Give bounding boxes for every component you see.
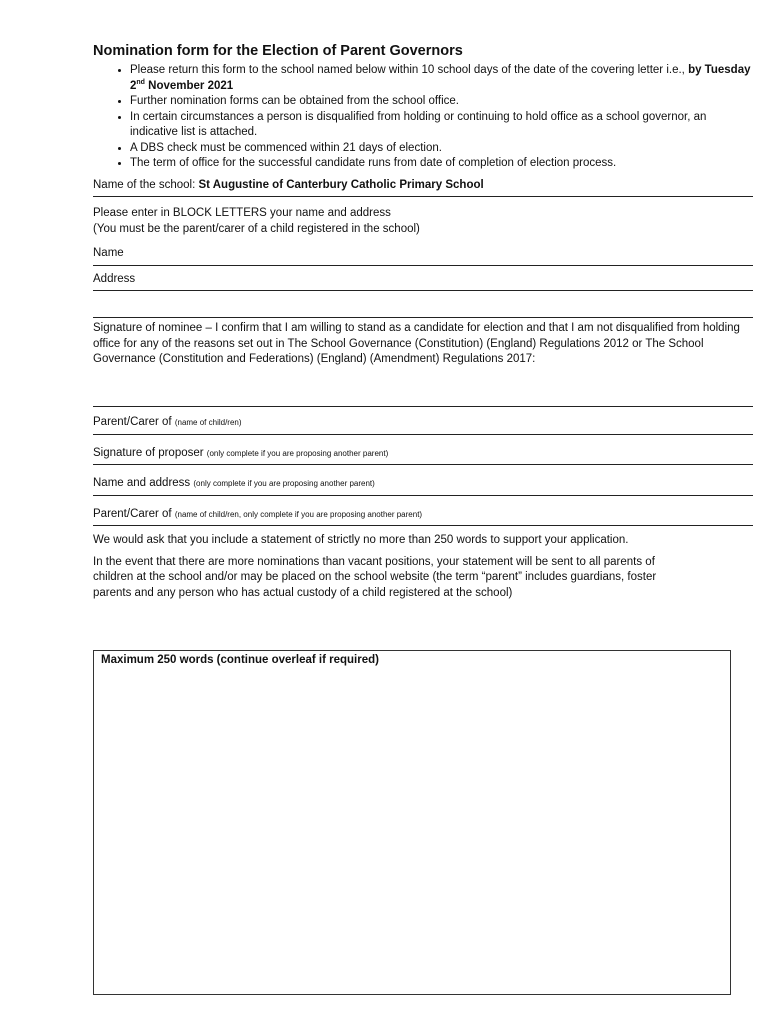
parent-carer-note: (name of child/ren) — [174, 418, 242, 427]
instructions-list — [93, 63, 753, 172]
name-address-field[interactable] — [93, 476, 753, 496]
bullet-text: Please return this form to the school named below within 10 school days of the date of the covering letter i.e., — [130, 64, 689, 76]
address-field[interactable] — [93, 272, 753, 292]
list-item: • In certain circumstances a person is disqualified from holding or continuing to hold office as a school governor, an indicative list is attached. — [130, 110, 753, 141]
list-item: • A DBS check must be commenced within 21 days of election. — [130, 141, 753, 157]
statement-paragraph: In the event that there are more nominations than vacant positions, your statement will be sent to all parents of children at the school and/or may be placed on the school website (the term “parent” includes guardians, foster parents and any person who has actual custody of a child registered at the school) — [93, 555, 657, 599]
statement-paragraph: We would ask that you include a statement of strictly no more than 250 words to support your application. — [93, 534, 629, 546]
nomination-form — [93, 42, 753, 601]
parent-carer2-note: (name of child/ren, only complete if you are proposing another parent) — [174, 509, 423, 519]
name-field[interactable] — [93, 246, 753, 266]
deadline-text: by Tuesday 2 — [130, 64, 751, 92]
proposer-signature-field[interactable] — [93, 446, 753, 466]
address-continuation-line[interactable] — [93, 291, 753, 318]
nominee-signature-field[interactable] — [93, 320, 753, 407]
instruction-line: (You must be the parent/carer of a child registered in the school) — [93, 222, 420, 235]
school-label: Name of the school: — [93, 178, 199, 191]
proposer-label: Signature of proposer — [93, 446, 207, 459]
nominee-signature-label: Signature of nominee – I confirm that I am willing to stand as a candidate for election and that I am not disqualified from holding office for any of the reasons set out in The School Governance (Constitution) (England) Regulations 2012 or The School Governance (Constitution and Federations) (England) (Amendment) Regulations 2017: — [93, 322, 740, 365]
school-name-row — [93, 178, 753, 198]
instruction-line: Please enter in BLOCK LETTERS your name and address — [93, 207, 391, 219]
statement-box[interactable] — [93, 650, 731, 995]
name-address-label: Name and address — [93, 477, 194, 489]
deadline-superscript: nd — [136, 78, 145, 86]
parent-carer2-label: Parent/Carer of — [93, 507, 175, 520]
block-letters-instructions — [93, 206, 753, 237]
deadline-text: November 2021 — [144, 79, 234, 92]
list-item: • Further nomination forms can be obtained from the school office. — [130, 94, 753, 110]
parent-carer-field[interactable] — [93, 415, 753, 435]
list-item — [130, 63, 753, 94]
name-label: Name — [93, 247, 124, 259]
address-label: Address — [93, 272, 136, 285]
school-value: St Augustine of Canterbury Catholic Primary School — [198, 178, 484, 191]
form-title: Nomination form for the Election of Parent Governors — [93, 43, 463, 59]
name-address-note: (only complete if you are proposing another parent) — [193, 479, 375, 488]
list-item: • The term of office for the successful candidate runs from date of completion of election process. — [130, 156, 753, 172]
parent-carer-label: Parent/Carer of — [93, 416, 175, 428]
proposer-note: (only complete if you are proposing another parent) — [206, 448, 389, 458]
parent-carer2-field[interactable] — [93, 507, 753, 527]
statement-box-label: Maximum 250 words (continue overleaf if required) — [101, 654, 379, 666]
